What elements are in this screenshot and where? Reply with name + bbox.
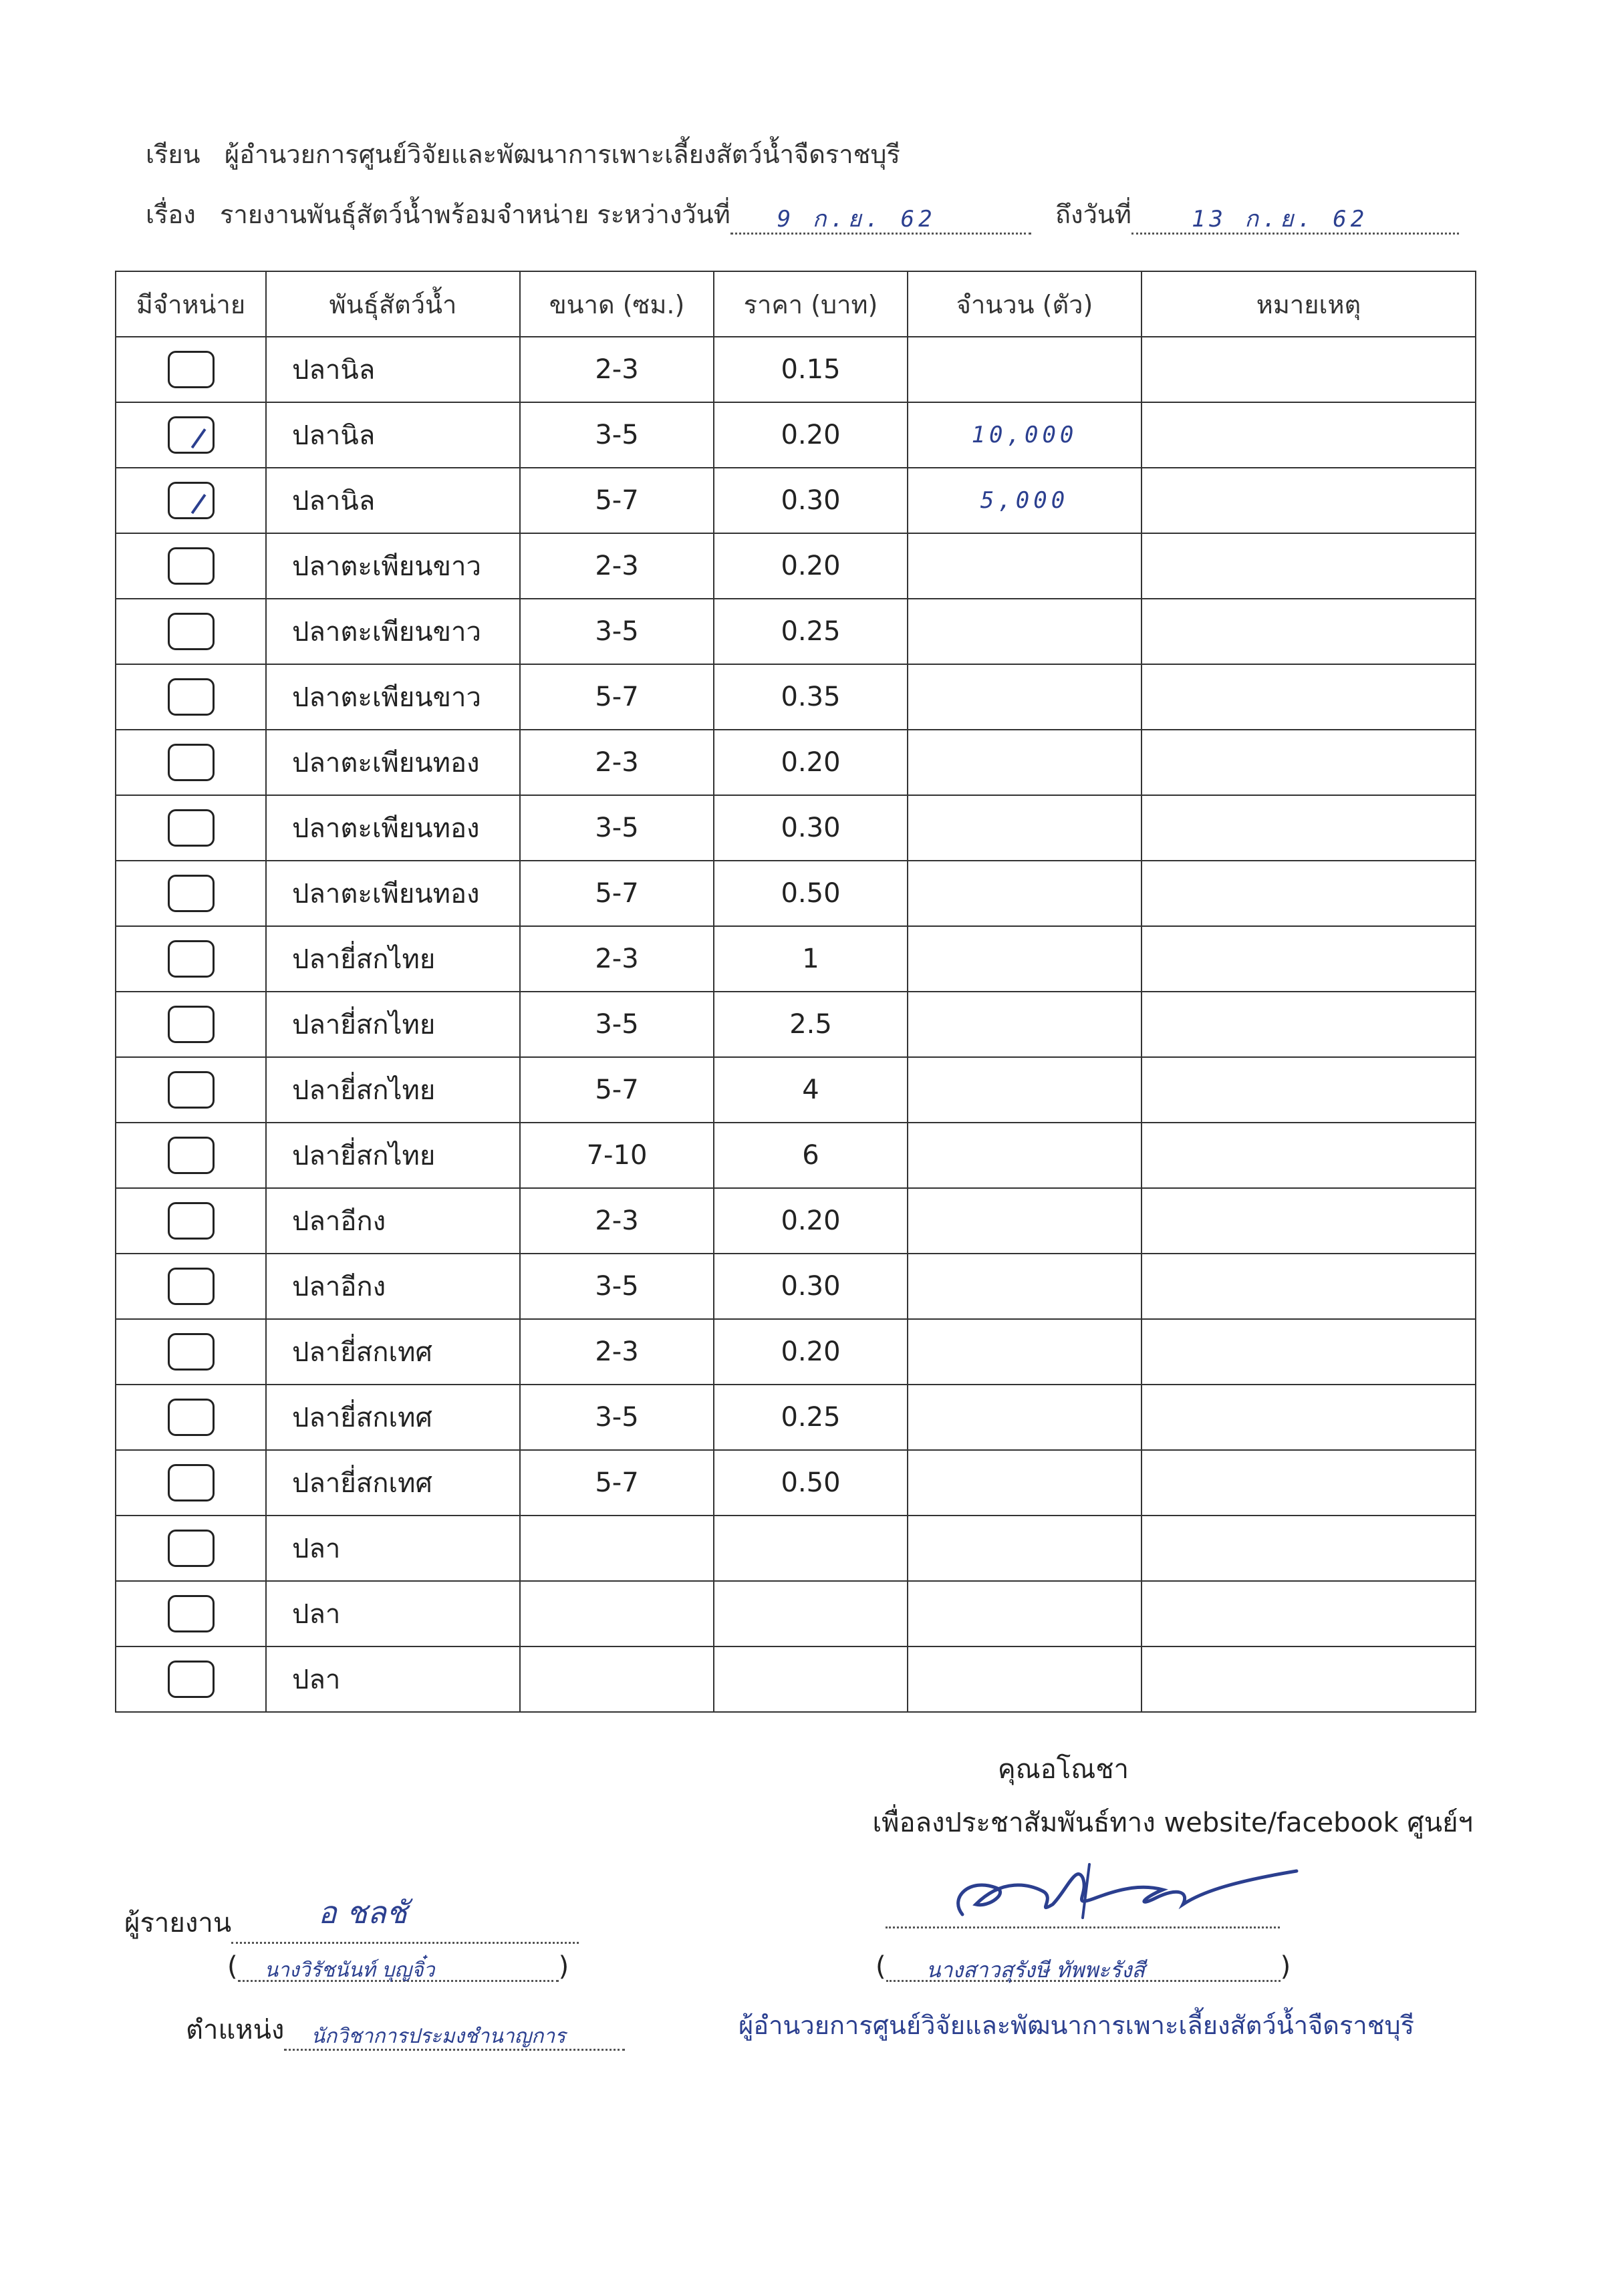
note-cell	[1142, 533, 1476, 599]
price-cell: 0.35	[714, 664, 908, 730]
available-cell	[116, 468, 266, 533]
header-available: มีจำหน่าย	[116, 271, 266, 337]
date-to-field	[1131, 206, 1459, 235]
note-cell	[1142, 402, 1476, 468]
species-cell: ปลาตะเพียนทอง	[266, 861, 520, 926]
header-quantity: จำนวน (ตัว)	[908, 271, 1142, 337]
note-cell	[1142, 1254, 1476, 1319]
quantity-cell	[908, 1581, 1142, 1646]
availability-checkbox[interactable]	[168, 482, 215, 519]
table-row	[116, 1188, 1476, 1254]
note-cell	[1142, 1581, 1476, 1646]
table-row	[116, 992, 1476, 1057]
header-species: พันธุ์สัตว์น้ำ	[266, 271, 520, 337]
available-cell	[116, 1188, 266, 1254]
quantity-cell	[908, 1385, 1142, 1450]
species-cell: ปลายี่สกไทย	[266, 1057, 520, 1123]
quantity-cell	[908, 1188, 1142, 1254]
availability-checkbox[interactable]	[168, 809, 215, 847]
director-position-line	[739, 2005, 1414, 2045]
availability-checkbox[interactable]	[168, 1006, 215, 1043]
availability-checkbox[interactable]	[168, 1333, 215, 1371]
note-cell	[1142, 795, 1476, 861]
availability-checkbox[interactable]	[168, 1137, 215, 1174]
available-cell	[116, 599, 266, 664]
species-cell: ปลา	[266, 1581, 520, 1646]
price-cell: 0.20	[714, 533, 908, 599]
available-cell	[116, 861, 266, 926]
size-cell	[520, 1516, 714, 1581]
note-cell	[1142, 992, 1476, 1057]
reporter-label: ผู้รายงาน	[124, 1908, 232, 1939]
note-cell	[1142, 861, 1476, 926]
size-cell	[520, 1646, 714, 1712]
price-cell: 0.25	[714, 599, 908, 664]
note-cell	[1142, 1450, 1476, 1516]
species-cell: ปลานิล	[266, 337, 520, 402]
species-cell: ปลา	[266, 1516, 520, 1581]
available-cell	[116, 730, 266, 795]
director-position: ผู้อำนวยการศูนย์วิจัยและพัฒนาการเพาะเลี้ยงสัตว์น้ำจืดราชบุรี	[739, 2011, 1415, 2040]
quantity-cell	[908, 861, 1142, 926]
availability-checkbox[interactable]	[168, 875, 215, 912]
availability-checkbox[interactable]	[168, 547, 215, 585]
available-cell	[116, 1385, 266, 1450]
reporter-line	[124, 1894, 579, 1944]
date-from-field	[730, 206, 1031, 235]
table-row	[116, 1646, 1476, 1712]
availability-checkbox[interactable]	[168, 1661, 215, 1698]
species-cell: ปลายี่สกไทย	[266, 1123, 520, 1188]
subject-text: รายงานพันธุ์สัตว์น้ำพร้อมจำหน่าย ระหว่างวันที่	[220, 200, 730, 229]
species-cell: ปลายี่สกไทย	[266, 992, 520, 1057]
note-cell	[1142, 664, 1476, 730]
quantity-cell	[908, 1516, 1142, 1581]
species-cell: ปลายี่สกไทย	[266, 926, 520, 992]
species-cell: ปลาอีกง	[266, 1254, 520, 1319]
quantity-cell	[908, 599, 1142, 664]
size-cell: 5-7	[520, 468, 714, 533]
size-cell: 2-3	[520, 1319, 714, 1385]
table-row	[116, 1385, 1476, 1450]
availability-checkbox[interactable]	[168, 940, 215, 978]
reporter-position-label: ตำแหน่ง	[186, 2015, 285, 2045]
species-table	[115, 271, 1476, 1713]
table-row	[116, 1516, 1476, 1581]
header-size: ขนาด (ซม.)	[520, 271, 714, 337]
availability-checkbox[interactable]	[168, 351, 215, 388]
table-row	[116, 1581, 1476, 1646]
size-cell: 3-5	[520, 992, 714, 1057]
species-cell: ปลาอีกง	[266, 1188, 520, 1254]
availability-checkbox[interactable]	[168, 1464, 215, 1501]
size-cell: 5-7	[520, 861, 714, 926]
quantity-cell	[908, 1057, 1142, 1123]
availability-checkbox[interactable]	[168, 1071, 215, 1109]
table-row	[116, 1057, 1476, 1123]
quantity-cell: 5,000	[908, 468, 1142, 533]
price-cell: 0.20	[714, 402, 908, 468]
available-cell	[116, 1123, 266, 1188]
species-cell: ปลาตะเพียนขาว	[266, 533, 520, 599]
table-row	[116, 664, 1476, 730]
species-cell: ปลาตะเพียนทอง	[266, 730, 520, 795]
available-cell	[116, 533, 266, 599]
availability-checkbox[interactable]	[168, 1202, 215, 1240]
available-cell	[116, 1254, 266, 1319]
table-row	[116, 926, 1476, 992]
note-cell	[1142, 1646, 1476, 1712]
director-signature-field	[886, 1900, 1280, 1928]
availability-checkbox[interactable]	[168, 1399, 215, 1436]
reporter-signature: อ ชลชั	[318, 1894, 408, 1930]
quantity-cell	[908, 1646, 1142, 1712]
price-cell: 0.50	[714, 1450, 908, 1516]
table-row	[116, 1450, 1476, 1516]
available-cell	[116, 795, 266, 861]
quantity-cell	[908, 337, 1142, 402]
availability-checkbox[interactable]	[168, 744, 215, 781]
price-cell: 6	[714, 1123, 908, 1188]
available-cell	[116, 1319, 266, 1385]
species-cell: ปลาตะเพียนทอง	[266, 795, 520, 861]
table-header-row	[116, 271, 1476, 337]
species-cell: ปลานิล	[266, 402, 520, 468]
species-cell: ปลาตะเพียนขาว	[266, 664, 520, 730]
available-cell	[116, 402, 266, 468]
director-name-line: ( นางสาวสุรังษี ทัพพะรังสี )	[876, 1951, 1291, 1982]
quantity-cell	[908, 533, 1142, 599]
note-cell	[1142, 468, 1476, 533]
quantity-cell	[908, 1450, 1142, 1516]
recipient-text: ผู้อำนวยการศูนย์วิจัยและพัฒนาการเพาะเลี้ยงสัตว์น้ำจืดราชบุรี	[224, 140, 900, 169]
size-cell: 2-3	[520, 1188, 714, 1254]
table-row	[116, 468, 1476, 533]
available-cell	[116, 337, 266, 402]
director-name-field	[886, 1953, 1281, 1982]
price-cell: 0.15	[714, 337, 908, 402]
price-cell	[714, 1581, 908, 1646]
quantity-cell: 10,000	[908, 402, 1142, 468]
availability-checkbox[interactable]	[168, 613, 215, 650]
table-row	[116, 1254, 1476, 1319]
recipient-line	[146, 134, 900, 174]
available-cell	[116, 1646, 266, 1712]
quantity-cell	[908, 795, 1142, 861]
price-cell: 1	[714, 926, 908, 992]
table-row	[116, 1319, 1476, 1385]
recipient-label: เรียน	[146, 140, 200, 169]
available-cell	[116, 1516, 266, 1581]
species-cell: ปลานิล	[266, 468, 520, 533]
note-cell	[1142, 730, 1476, 795]
reporter-position-line	[186, 2008, 625, 2051]
reporter-position-field	[284, 2022, 625, 2051]
date-to-label: ถึงวันที่	[1055, 200, 1131, 229]
quantity-cell	[908, 1254, 1142, 1319]
note-cell	[1142, 926, 1476, 992]
species-cell: ปลายี่สกเทศ	[266, 1319, 520, 1385]
table-row	[116, 1123, 1476, 1188]
availability-checkbox[interactable]	[168, 1530, 215, 1567]
reporter-signature-field	[231, 1894, 579, 1944]
note-cell	[1142, 1385, 1476, 1450]
subject-label: เรื่อง	[146, 200, 196, 229]
note-cell	[1142, 1123, 1476, 1188]
quantity-cell	[908, 1123, 1142, 1188]
table-row	[116, 337, 1476, 402]
reporter-name: นางวิรัชนันท์ บุญจิ๋ว	[264, 1959, 435, 1982]
header-note: หมายเหตุ	[1142, 271, 1476, 337]
size-cell: 5-7	[520, 1057, 714, 1123]
size-cell: 2-3	[520, 337, 714, 402]
availability-checkbox[interactable]	[168, 1595, 215, 1632]
quantity-cell	[908, 730, 1142, 795]
table-row	[116, 533, 1476, 599]
reporter-name-line: ( นางวิรัชนันท์ บุญจิ๋ว )	[227, 1951, 569, 1982]
available-cell	[116, 664, 266, 730]
price-cell: 0.50	[714, 861, 908, 926]
available-cell	[116, 1581, 266, 1646]
note-cell	[1142, 1188, 1476, 1254]
quantity-cell	[908, 992, 1142, 1057]
note-cell	[1142, 1319, 1476, 1385]
price-cell: 4	[714, 1057, 908, 1123]
reporter-name-field	[238, 1953, 559, 1982]
director-signature-line	[886, 1898, 1280, 1928]
size-cell: 3-5	[520, 402, 714, 468]
contact-purpose: เพื่อลงประชาสัมพันธ์ทาง website/facebook ศูนย์ฯ	[872, 1808, 1473, 1838]
size-cell: 7-10	[520, 1123, 714, 1188]
price-cell: 2.5	[714, 992, 908, 1057]
price-cell: 0.20	[714, 1188, 908, 1254]
price-cell: 0.20	[714, 730, 908, 795]
size-cell: 2-3	[520, 926, 714, 992]
available-cell	[116, 1057, 266, 1123]
size-cell	[520, 1581, 714, 1646]
species-cell: ปลายี่สกเทศ	[266, 1450, 520, 1516]
quantity-cell	[908, 664, 1142, 730]
note-cell	[1142, 1516, 1476, 1581]
price-cell: 0.30	[714, 1254, 908, 1319]
table-row	[116, 730, 1476, 795]
table-row	[116, 861, 1476, 926]
price-cell: 0.30	[714, 468, 908, 533]
availability-checkbox[interactable]	[168, 416, 215, 454]
date-to: 13 ก.ย. 62	[1191, 206, 1369, 233]
table-row	[116, 402, 1476, 468]
note-cell	[1142, 599, 1476, 664]
species-cell: ปลาตะเพียนขาว	[266, 599, 520, 664]
size-cell: 5-7	[520, 1450, 714, 1516]
size-cell: 2-3	[520, 533, 714, 599]
note-cell	[1142, 1057, 1476, 1123]
size-cell: 3-5	[520, 1385, 714, 1450]
size-cell: 3-5	[520, 599, 714, 664]
price-cell	[714, 1646, 908, 1712]
available-cell	[116, 1450, 266, 1516]
size-cell: 2-3	[520, 730, 714, 795]
note-cell	[1142, 337, 1476, 402]
contact-name: คุณอโณชา	[997, 1754, 1129, 1785]
size-cell: 5-7	[520, 664, 714, 730]
size-cell: 3-5	[520, 1254, 714, 1319]
price-cell: 0.20	[714, 1319, 908, 1385]
size-cell: 3-5	[520, 795, 714, 861]
availability-checkbox[interactable]	[168, 1268, 215, 1305]
price-cell: 0.25	[714, 1385, 908, 1450]
available-cell	[116, 992, 266, 1057]
price-cell: 0.30	[714, 795, 908, 861]
header-price: ราคา (บาท)	[714, 271, 908, 337]
director-name: นางสาวสุรังษี ทัพพะรังสี	[926, 1957, 1145, 1983]
table-row	[116, 599, 1476, 664]
reporter-position: นักวิชาการประมงชำนาญการ	[311, 2025, 566, 2048]
subject-line	[146, 194, 1459, 235]
price-cell	[714, 1516, 908, 1581]
table-row	[116, 795, 1476, 861]
quantity-cell	[908, 1319, 1142, 1385]
available-cell	[116, 926, 266, 992]
species-cell: ปลา	[266, 1646, 520, 1712]
date-from: 9 ก.ย. 62	[777, 206, 936, 233]
availability-checkbox[interactable]	[168, 678, 215, 716]
species-cell: ปลายี่สกเทศ	[266, 1385, 520, 1450]
quantity-cell	[908, 926, 1142, 992]
